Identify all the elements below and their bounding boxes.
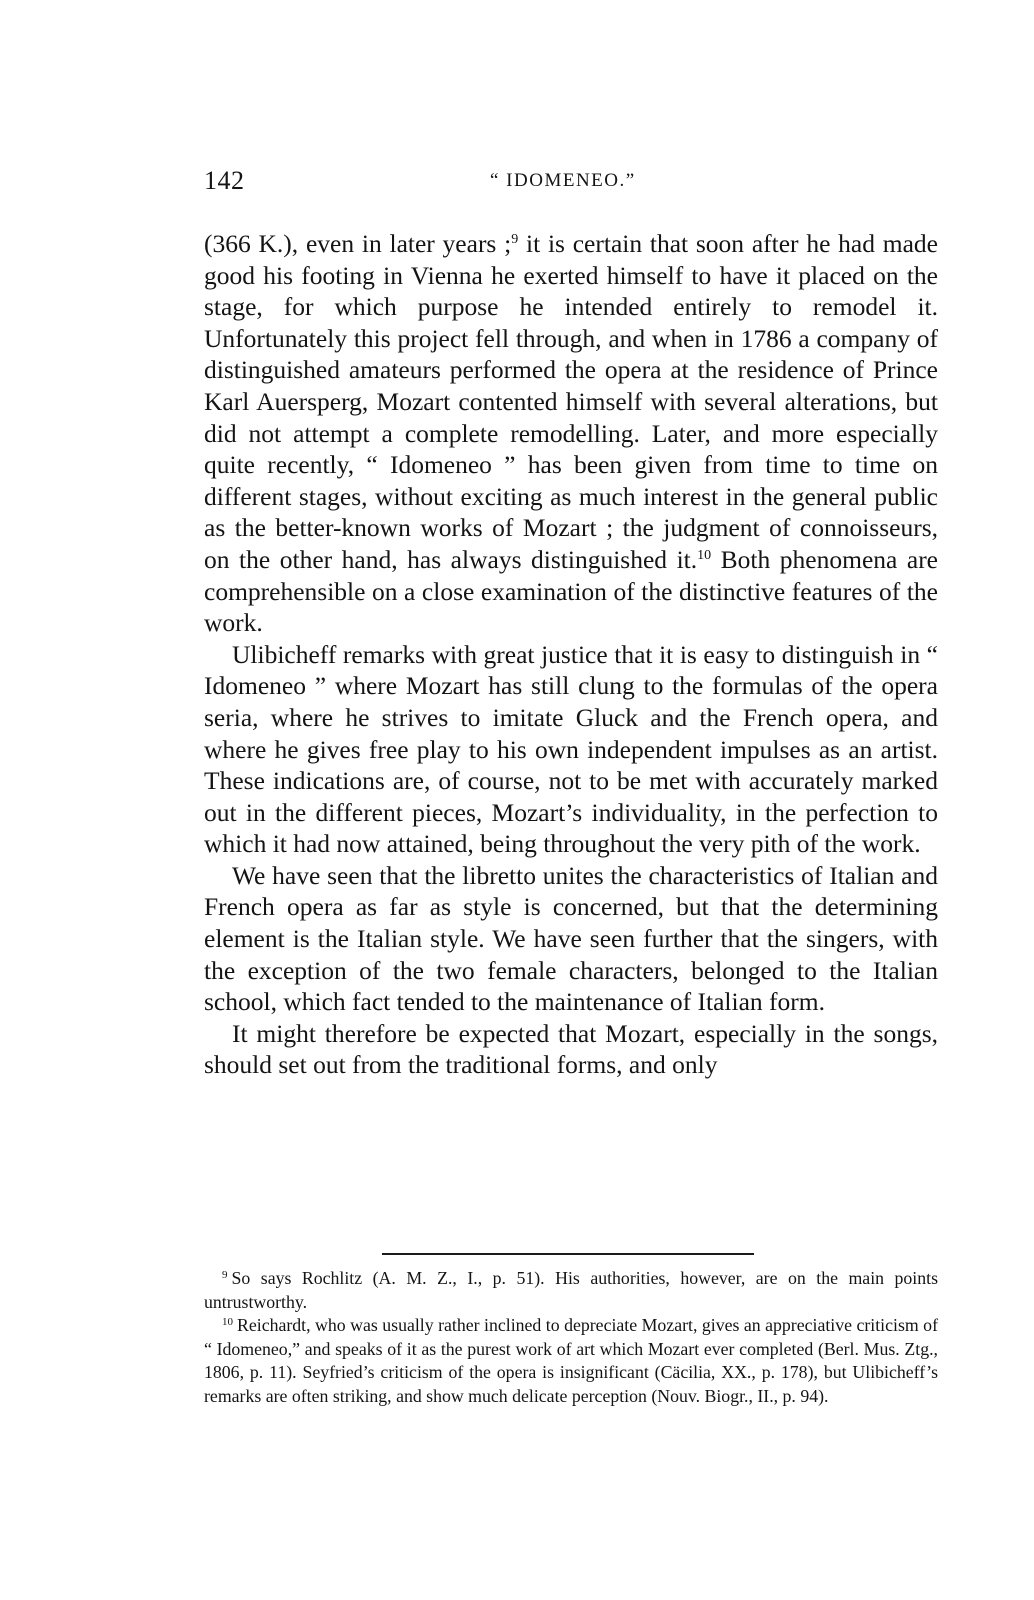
paragraph-2: Ulibicheff remarks with great justice that it is easy to distinguish in “ Idomeneo ” where Mozart has still clung to the formulas of the opera seria, where he strives to imitate Gluck and the French opera, and where he gives free play to his own independent impulses as an artist. These indications are, of course, not to be met with accurately marked out in the different pieces, Mozart’s individuality, in the perfection to which it had now attained, being throughout the very pith of the work. (204, 639, 938, 859)
footnote-ref-9: 9 (511, 232, 519, 247)
footnote-9 (204, 1267, 938, 1314)
footnote-text-9: So says Rochlitz (A. M. Z., I., p. 51). His authorities, however, are on the main points untrustworthy. (204, 1268, 938, 1312)
body-text (204, 228, 938, 1081)
footnote-text-10: Reichardt, who was usually rather inclined to depreciate Mozart, gives an appreciative criticism of “ Idomeneo,” and speaks of it as the purest work of art which Mozart ever completed (Berl. Mus. Ztg., 1806, p. 11). Seyfried’s criticism of the opera is insignificant (Cäcilia, XX., p. 178), but Ulibicheff’s remarks are often striking, and show much delicate perception (Nouv. Biogr., II., p. 94). (204, 1315, 938, 1406)
page-number: 142 (204, 166, 245, 195)
footnote-marker-9: 9 (222, 1269, 228, 1281)
paragraph-4: It might therefore be expected that Mozart, especially in the songs, should set out from the traditional forms, and only (204, 1018, 938, 1080)
running-title: “ IDOMENEO.” (490, 170, 636, 191)
footnote-ref-10: 10 (697, 547, 712, 563)
paragraph-1-part-a: (366 K.), even in later years ; (204, 229, 512, 258)
paragraph-3: We have seen that the libretto unites the characteristics of Italian and French opera as far as style is concerned, but that the determining element is the Italian style. We have seen further that the singers, with the exception of the two female characters, belonged to the Italian school, which fact tended to the maintenance of Italian form. (204, 860, 938, 1017)
footnote-divider (382, 1253, 754, 1255)
paragraph-1-part-c: Both phenomena are comprehensible on a close examination of the distinctive features of the work. (204, 544, 939, 638)
footnotes (204, 1267, 938, 1408)
paragraph-1-part-b: it is certain that soon after he had made good his footing in Vienna he exerted himself to have it placed on the stage, for which purpose he intended entirely to remodel it. Unfortunately this project fell through, and when in 1786 a company of distinguished amateurs performed the opera at the residence of Prince Karl Auersperg, Mozart contented himself with several alterations, but did not attempt a complete remodelling. Later, and more especially quite recently, “ Idomeneo ” has been given from time to time on different stages, without exciting as much interest in the general public as the better-known works of Mozart ; the judgment of connoisseurs, on the other hand, has always distinguished it. (204, 229, 938, 574)
page-header (204, 158, 938, 198)
footnote-marker-10: 10 (222, 1316, 233, 1328)
footnote-10 (204, 1314, 938, 1408)
paragraph-1 (204, 228, 938, 639)
